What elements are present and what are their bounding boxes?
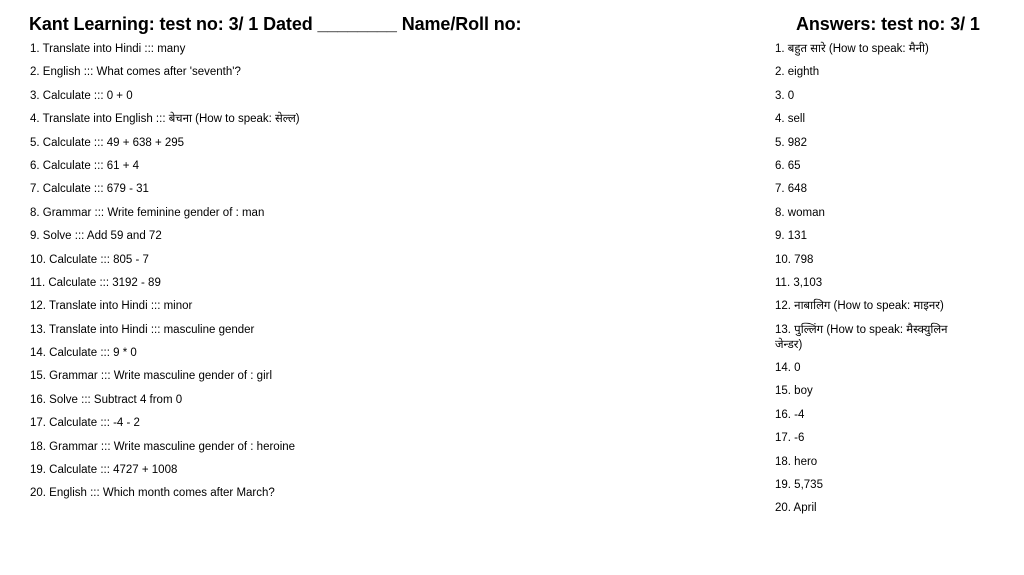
answer-item: 7. 648 xyxy=(775,183,807,196)
answer-list xyxy=(775,42,975,525)
answer-item: 1. बहुत सारे (How to speak: मैनी) xyxy=(775,43,929,55)
answer-item: 19. 5,735 xyxy=(775,479,823,492)
answer-item: 20. April xyxy=(775,502,817,515)
question-list xyxy=(30,42,750,510)
answer-item: 14. 0 xyxy=(775,362,801,375)
answer-item: 4. sell xyxy=(775,113,806,126)
question-item: 6. Calculate ::: 61 + 4 xyxy=(30,159,139,172)
answer-item: 6. 65 xyxy=(775,159,801,172)
answer-item: 8. woman xyxy=(775,206,825,219)
question-item: 5. Calculate ::: 49 + 638 + 295 xyxy=(30,136,185,149)
question-item: 19. Calculate ::: 4727 + 1008 xyxy=(30,464,178,477)
question-item: 15. Grammar ::: Write masculine gender of : girl xyxy=(30,370,273,383)
test-title: Kant Learning: test no: 3/ 1 Dated ________ Name/Roll no: xyxy=(29,14,522,34)
question-item: 14. Calculate ::: 9 * 0 xyxy=(30,347,137,360)
question-item: 12. Translate into Hindi ::: minor xyxy=(30,300,193,313)
answer-item: 12. नाबालिग (How to speak: माइनर) xyxy=(775,300,944,313)
question-item: 4. Translate into English ::: बेचना (How to speak: सेल्ल) xyxy=(30,113,300,126)
answers-title: Answers: test no: 3/ 1 xyxy=(796,14,980,34)
answer-item: 10. 798 xyxy=(775,253,814,266)
answer-item: 16. -4 xyxy=(775,408,805,421)
question-item: 7. Calculate ::: 679 - 31 xyxy=(30,183,149,196)
answer-item: 3. 0 xyxy=(775,89,795,102)
question-item: 2. English ::: What comes after 'seventh'? xyxy=(30,66,241,79)
answer-item: 13. पुल्लिंग (How to speak: मैस्क्युलिन जेन्डर) xyxy=(775,323,948,351)
question-item: 18. Grammar ::: Write masculine gender of : heroine xyxy=(30,440,296,453)
answer-item: 15. boy xyxy=(775,385,813,398)
question-item: 1. Translate into Hindi ::: many xyxy=(30,43,186,55)
answer-item: 2. eighth xyxy=(775,66,820,79)
question-item: 17. Calculate ::: -4 - 2 xyxy=(30,417,140,430)
answer-item: 17. -6 xyxy=(775,432,805,445)
question-item: 11. Calculate ::: 3192 - 89 xyxy=(30,276,161,289)
answer-item: 11. 3,103 xyxy=(775,276,823,289)
answer-item: 5. 982 xyxy=(775,136,807,149)
answer-item: 9. 131 xyxy=(775,230,807,243)
question-item: 20. English ::: Which month comes after March? xyxy=(30,487,275,500)
question-item: 9. Solve ::: Add 59 and 72 xyxy=(30,230,162,243)
question-item: 10. Calculate ::: 805 - 7 xyxy=(30,253,149,266)
question-item: 13. Translate into Hindi ::: masculine gender xyxy=(30,323,255,336)
question-item: 16. Solve ::: Subtract 4 from 0 xyxy=(30,393,183,406)
answer-item: 18. hero xyxy=(775,455,818,468)
question-item: 8. Grammar ::: Write feminine gender of : man xyxy=(30,206,265,219)
question-item: 3. Calculate ::: 0 + 0 xyxy=(30,89,133,102)
